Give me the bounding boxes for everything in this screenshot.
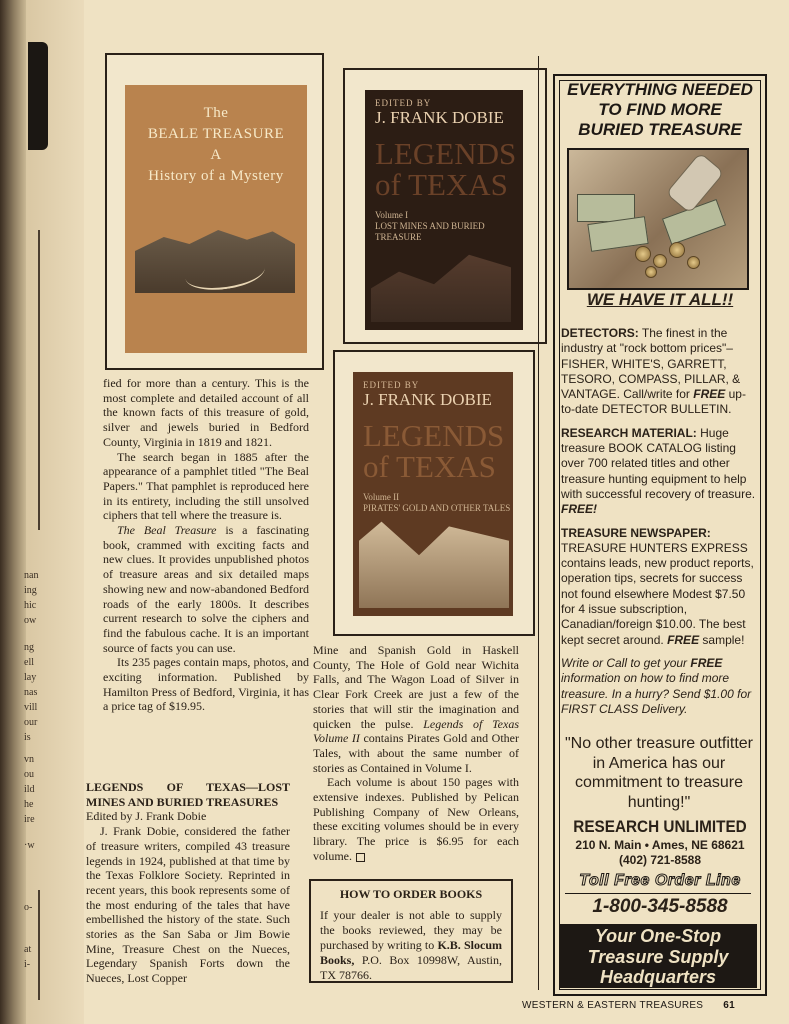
dobie-vol1-frame xyxy=(343,68,547,344)
we-have-it-all: WE HAVE IT ALL!! xyxy=(586,290,734,309)
ad-research: RESEARCH MATERIAL: Huge treasure BOOK CATALOG listing over 700 related titles and other treasure hunting equipment to help with successful recovery of treasure. FREE! xyxy=(561,425,756,517)
review-paragraph: Its 235 pages contain maps, photos, and exciting information. Published by Hamilton Press of Bedford, Virginia, it has a price tag of $19.95. xyxy=(103,655,309,714)
cover-title: LEGENDS of TEXAS xyxy=(375,136,517,202)
legends-review-continued xyxy=(313,643,519,864)
tab-mark xyxy=(28,42,48,150)
coin xyxy=(645,266,657,278)
review-paragraph: fied for more than a century. This is the most complete and detailed account of all the known facts of this treasure of gold, silver and jewels buried in Bedford County, Virginia in 1819 and 1821. xyxy=(103,376,309,449)
ad-body xyxy=(561,326,757,725)
ad-quote: "No other treasure outfitter in America has our commitment to treasure hunting!" xyxy=(565,735,753,811)
order-title: HOW TO ORDER BOOKS xyxy=(339,887,483,901)
dobie-vol1-cover xyxy=(365,90,523,330)
gutter-text-fragment: o- xyxy=(24,902,33,913)
beale-review xyxy=(103,376,309,714)
cover-author: J. FRANK DOBIE xyxy=(375,108,504,127)
treasure-photo xyxy=(567,148,749,290)
review-paragraph: The search began in 1885 after the appearance of a pamphlet titled "The Beal Papers." That pamphlet is reproduced here in its entirety, including the still unsolved ciphers that tell where the treasure is. xyxy=(103,449,309,523)
company-name: RESEARCH UNLIMITED xyxy=(573,817,747,836)
review-paragraph: J. Frank Dobie, considered the father of treasure writers, compiled 43 treasure legends in 1924, published at that time by the Texas Folklore Society. Reprinted in recent years, this book represents some of the most enduring of the tales that have embellished the history of the state. Such stories as the San Saba or Jim Bowie Mine, Treasure Chest on the Nueces, Legendary Spanish Forts down the Nueces, Lost Copper xyxy=(86,824,290,986)
legends-review xyxy=(86,780,290,986)
cover-edited-by: EDITED BY xyxy=(375,98,432,108)
gutter-rule xyxy=(38,230,40,530)
review-editor: Edited by J. Frank Dobie xyxy=(86,809,207,824)
page-footer xyxy=(522,1000,772,1011)
end-mark xyxy=(356,853,365,862)
coin xyxy=(669,242,685,258)
pirate-illustration xyxy=(359,512,509,608)
ad-newspaper: TREASURE NEWSPAPER: TREASURE HUNTERS EXPRESS contains leads, new product reports, operation tips, secrets for success not found elsewhere Modest $7.50 for 4 issue subscription, Canadian/foreign $10.00. The best kept secret around. FREE sample! xyxy=(561,525,754,647)
binding-edge xyxy=(0,0,26,1024)
gutter-text-fragment: ·w xyxy=(24,840,35,851)
page-number: 61 xyxy=(723,1000,736,1011)
magazine-name: WESTERN & EASTERN TREASURES xyxy=(522,1000,704,1011)
coin xyxy=(635,246,651,262)
review-heading: LEGENDS OF TEXAS—LOST MINES AND BURIED TREASURES xyxy=(86,780,290,809)
gutter-text-fragment: vn ou ild he ire xyxy=(24,754,35,825)
beale-book-frame xyxy=(105,53,324,370)
ad-headline: EVERYTHING NEEDED TO FIND MORE BURIED TREASURE xyxy=(567,80,753,139)
review-paragraph: Each volume is about 150 pages with extensive indexes. Published by Pelican Publishing Company of New Orleans, these exciting volumes should be in every library. The price is $6.95 for each volume. xyxy=(313,775,519,863)
cover-author: J. FRANK DOBIE xyxy=(363,390,492,409)
beale-book-cover xyxy=(125,85,307,353)
cover-edited-by: EDITED BY xyxy=(363,380,420,390)
order-books-box xyxy=(309,879,513,983)
cover-volume: Volume I LOST MINES AND BURIED TREASURE xyxy=(375,210,485,242)
cover-volume: Volume II PIRATES' GOLD AND OTHER TALES xyxy=(363,492,511,513)
order-text: If your dealer is not able to supply the books reviewed, they may be purchased by writing to K.B. Slocum Books, P.O. Box 10998W, Austin, TX 78766. xyxy=(320,908,502,982)
column-rule xyxy=(538,56,539,990)
gutter-text-fragment: at i- xyxy=(24,944,32,970)
cover-title: LEGENDS of TEXAS xyxy=(363,418,505,484)
coin xyxy=(653,254,667,268)
dobie-vol2-cover xyxy=(353,372,513,616)
ad-detectors: DETECTORS: The finest in the industry at "rock bottom prices"– FISHER, WHITE'S, GARRETT, TESORO, COMPASS, PILLAR, & VANTAGE. Call/write for FREE up-to-date DETECTOR BULLETIN. xyxy=(561,326,746,417)
divider xyxy=(565,893,751,894)
gutter xyxy=(26,0,84,1024)
ad-banner: Your One-Stop Treasure Supply Headquarters xyxy=(559,924,757,988)
beale-cover-title: The BEALE TREASURE A History of a Mystery xyxy=(147,105,285,184)
company-phone: (402) 721-8588 xyxy=(618,853,702,867)
ad-write: Write or Call to get your FREE information on how to find more treasure. In a hurry? Send $1.00 for FIRST CLASS Delivery. xyxy=(561,655,752,716)
toll-free-number: 1-800-345-8588 xyxy=(592,896,728,917)
coin xyxy=(687,256,700,269)
toll-free-label: Toll Free Order Line xyxy=(579,872,741,889)
review-paragraph: Mine and Spanish Gold in Haskell County, The Hole of Gold near Wichita Falls, and The Wagon Load of Silver in Clear Fork Creek are just a few of the stories that will stir the imagination and quicken the pulse. Legends of Texas Volume II contains Pirates Gold and Other Tales, with about the same number of stories as Contained in Volume I. xyxy=(313,643,519,775)
gutter-text-fragment: nan ing hic ow xyxy=(24,570,39,626)
research-unlimited-ad xyxy=(553,74,767,996)
company-address: 210 N. Main • Ames, NE 68621 xyxy=(575,838,745,852)
review-paragraph: The Beal Treasure is a fascinating book, crammed with exciting facts and new clues. It provides unpublished photos of treasure areas and six detailed maps showing new and now-abandoned Bedford roads of the early 1800s. It describes current research to solve the ciphers and find the fabulous cache. It is an important source of facts you can use. xyxy=(103,523,309,655)
gutter-text-fragment: ng ell lay nas vill our is xyxy=(24,642,38,743)
dobie-vol2-frame xyxy=(333,350,535,636)
mine-illustration xyxy=(371,238,511,322)
